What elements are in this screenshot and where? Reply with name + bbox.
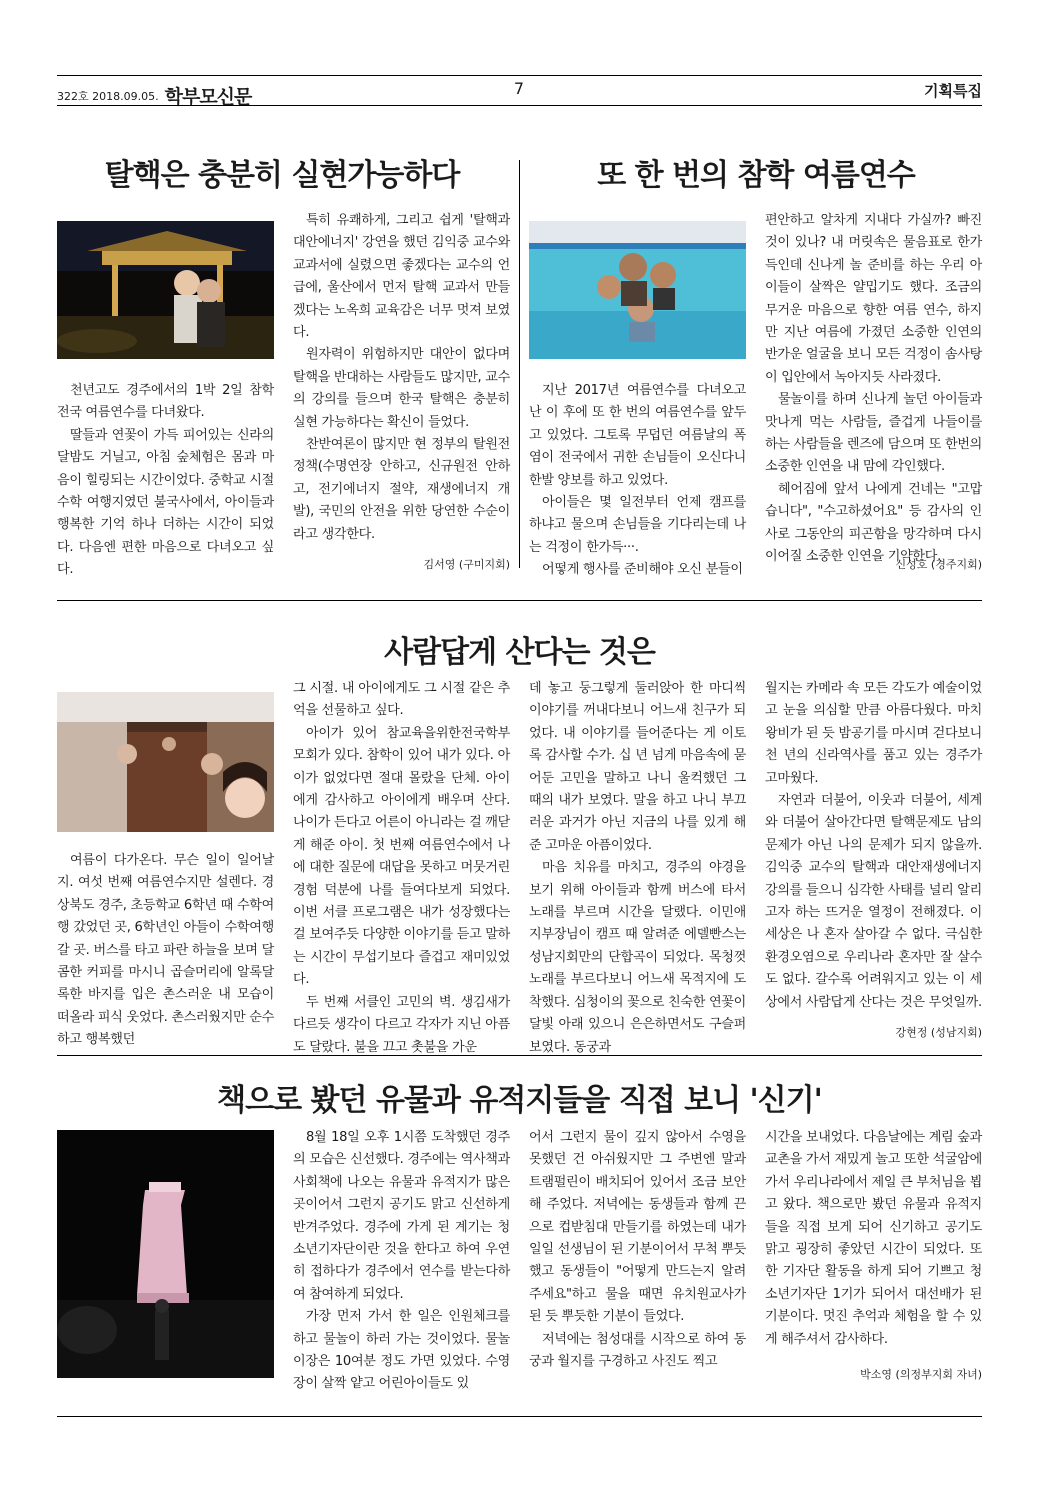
header-bottom-rule (57, 105, 982, 106)
article4-column2 (529, 1127, 746, 1373)
article2-photo (529, 221, 746, 359)
section-name: 기획특집 (924, 82, 982, 100)
article3-title: 사람답게 산다는 것은 (384, 635, 655, 670)
paragraph: 그 시절. 내 아이에게도 그 시절 같은 추억을 선물하고 싶다. (293, 681, 510, 719)
paragraph: 시간을 보내었다. 다음날에는 계림 숲과 교촌을 가서 재밌게 놀고 또한 석굴암에 가서 우리나라에서 제일 큰 부처님을 뵙고 왔다. 책으로만 봤던 유물과 유적지들을 직접 보게 되어 신기하고 공기도 맑고 굉장히 좋았던 시간이 되었다. 또한 기자단 활동을 하게 되어 기쁘고 청소년기자단 1기가 되어서 대선배가 된 기분이다. 멋진 추억과 체험을 할 수 있게 해주셔서 감사하다. (765, 1130, 982, 1347)
paragraph: 8월 18일 오후 1시쯤 도착했던 경주의 모습은 신선했다. 경주에는 역사책과 사회책에 나오는 유물과 유적지가 많은 곳이어서 그런지 공기도 맑고 신선하게 반겨주었다. 경주에 가게 된 계기는 청소년기자단이란 것을 한다고 하여 우연히 접하다가 경주에서 연수를 받는다하여 참여하게 되었다. (293, 1130, 510, 1302)
paragraph: 어떻게 행사를 준비해야 오신 분들이 (542, 562, 743, 578)
section-rule (57, 600, 982, 601)
paragraph: 지난 2017년 여름연수를 다녀오고 난 이 후에 또 한 번의 여름연수를 앞두고 있었다. 그토록 무덥던 여름날의 폭염이 전국에서 귀한 손님들이 오신다니 한발 양보를 하고 있었다. (529, 383, 746, 488)
article2-byline: 신성호 (경주지회) (895, 558, 982, 571)
article2-column1 (529, 380, 746, 582)
article4-title: 책으로 봤던 유물과 유적지들을 직접 보니 '신기' (217, 1083, 822, 1118)
paragraph: 천년고도 경주에서의 1박 2일 참학 전국 여름연수를 다녀왔다. (57, 383, 274, 421)
article3-column4 (765, 678, 982, 1014)
paragraph: 아이가 있어 참교육을위한전국학부모회가 있다. 참학이 있어 내가 있다. 아이가 없었다면 절대 몰랐을 단체. 아이에게 감사하고 아이에게 배우며 산다. 나이가 든다고 어른이 아니라는 걸 깨닫게 해준 아이. 첫 번째 여름연수에서 나에 대한 질문에 대답을 못하고 머뭇거린 경험 덕분에 나를 들여다보게 되었다. 이번 서클 프로그램은 내가 성장했다는 걸 보여주듯 다양한 이야기를 듣고 말하는 시간이 무섭기보다 즐겁고 재미있었다. (293, 725, 510, 988)
article4-column1 (293, 1127, 510, 1396)
paragraph: 두 번째 서클인 고민의 벽. 생김새가 다르듯 생각이 다르고 각자가 지닌 아픔도 달랐다. 불을 끄고 촛불을 가운 (293, 994, 510, 1055)
article4-photo (57, 1130, 274, 1378)
paragraph: 물놀이를 하며 신나게 놀던 아이들과 맛나게 먹는 사람들, 즐겁게 나들이를 하는 사람들을 렌즈에 담으며 또 한번의 소중한 인연을 내 맘에 각인했다. (765, 392, 982, 475)
paragraph: 어서 그런지 물이 깊지 않아서 수영을 못했던 건 아쉬웠지만 그 주변엔 말과 트램펄린이 배치되어 있어서 조금 보안해 주었다. 저녁에는 동생들과 함께 끈으로 컵받침대 만들기를 하였는데 내가 일일 선생님이 된 기분이어서 무척 뿌듯했고 동생들이 "어떻게 만드는지 알려주세요"하고 물을 때면 유치원교사가 된 듯 뿌듯한 기분이 들었다. (529, 1130, 746, 1325)
page-bottom-rule (57, 1416, 982, 1417)
header-top-rule (57, 75, 982, 76)
article3-column1 (57, 850, 274, 1052)
article3-column3 (529, 678, 746, 1059)
page-number: 7 (513, 79, 525, 98)
paragraph: 아이들은 몇 일전부터 언제 캠프를 하냐고 물으며 손님들을 기다리는데 나는 걱정이 한가득···. (529, 495, 746, 555)
column-divider (519, 160, 520, 568)
article1-column1 (57, 380, 274, 582)
paragraph: 딸들과 연꽃이 가득 피어있는 신라의 달밤도 거닐고, 아침 숲체험은 몸과 마음이 힐링되는 시간이었다. 중학교 시절 수학 여행지였던 불국사에서, 아이들과 행복한 기억 하나 더하는 시간이 되었다. 다음엔 편한 마음으로 다녀오고 싶다. (57, 427, 274, 578)
article1-byline: 김서영 (구미지회) (423, 558, 510, 571)
article4-byline: 박소영 (의정부지회 자녀) (860, 1368, 982, 1381)
article1-photo (57, 221, 274, 359)
article2-column2 (765, 210, 982, 569)
article1-column2 (293, 210, 510, 546)
paragraph: 찬반여론이 많지만 현 정부의 탈원전정책(수명연장 안하고, 신규원전 안하고, 전기에너지 절약, 재생에너지 개발), 국민의 안전을 위한 당연한 수순이라고 생각한다. (293, 437, 510, 542)
article3-column2 (293, 678, 510, 1059)
paragraph: 가장 먼저 가서 한 일은 인원체크를 하고 물놀이 하러 가는 것이었다. 물놀이장은 10여분 정도 가면 있었다. 수영장이 살짝 얕고 어린아이들도 있 (293, 1309, 510, 1392)
article1-title: 탈핵은 충분히 실현가능하다 (104, 158, 460, 193)
paragraph: 데 놓고 둥그렇게 둘러앉아 한 마디씩 이야기를 꺼내다보니 어느새 친구가 되었다. 내 이야기를 들어준다는 게 이토록 감사할 수가. 십 년 넘게 마음속에 묻어둔 고민을 말하고 나니 울컥했던 그 때의 내가 보였다. 말을 하고 나니 부끄러운 과거가 아닌 지금의 나를 있게 해준 고마운 아픔이었다. (529, 681, 746, 853)
paragraph: 원자력이 위험하지만 대안이 없다며 탈핵을 반대하는 사람들도 많지만, 교수의 강의를 들으며 한국 탈핵은 충분히 실현 가능하다는 확신이 들었다. (293, 347, 510, 430)
article2-title: 또 한 번의 참학 여름연수 (597, 158, 915, 193)
article3-byline: 강현정 (성남지회) (895, 1026, 982, 1039)
paragraph: 마음 치유를 마치고, 경주의 야경을 보기 위해 아이들과 함께 버스에 타서 노래를 부르며 시간을 달랬다. 이민애 지부장님이 캠프 때 알려준 에델빤스는 성남지회만의 단합곡이 되었다. 목청껏 노래를 부르다보니 어느새 목적지에 도착했다. 심청이의 꽃으로 친숙한 연꽃이 달빛 아래 있으니 은은하면서도 구슬퍼 보였다. 동궁과 (529, 860, 746, 1055)
article4-column3 (765, 1127, 982, 1351)
issue-number: 322호 2018.09.05. (57, 89, 159, 103)
paragraph: 특히 유쾌하게, 그리고 쉽게 '탈핵과 대안에너지' 강연을 했던 김익중 교수와 교과서에 실렸으면 좋겠다는 교수의 언급에, 울산에서 먼저 탈핵 교과서 만들겠다는 노옥희 교육감은 너무 멋져 보였다. (293, 213, 510, 341)
paragraph: 여름이 다가온다. 무슨 일이 일어날지. 여섯 번째 여름연수지만 설렌다. 경상북도 경주, 초등학교 6학년 때 수학여행 갔었던 곳, 6학년인 아들이 수학여행 갈 곳. 버스를 타고 파란 하늘을 보며 달콤한 커피를 마시니 곱슬머리에 알록달록한 바지를 입은 촌스러운 내 모습이 떠올라 피식 웃었다. 촌스러웠지만 순수하고 행복했던 (57, 853, 274, 1048)
section-rule (57, 1055, 982, 1056)
paragraph: 저녁에는 첨성대를 시작으로 하여 동궁과 월지를 구경하고 사진도 찍고 (529, 1331, 746, 1370)
article3-photo (57, 692, 274, 832)
paragraph: 자연과 더불어, 이웃과 더불어, 세계와 더불어 살아간다면 탈핵문제도 남의 문제가 아닌 나의 문제가 되지 않을까. 김익중 교수의 탈핵과 대안재생에너지 강의를 들으니 심각한 사태를 널리 알리고자 하는 뜨거운 열정이 전해졌다. 이 세상은 나 혼자 살아갈 수 없다. 극심한 환경오염으로 우리나라 혼자만 잘 살수도 없다. 갈수록 어려워지고 있는 이 세상에서 사람답게 산다는 것은 무엇일까. (765, 793, 982, 1010)
paragraph: 편안하고 알차게 지내다 가실까? 빠진 것이 있나? 내 머릿속은 물음표로 한가득인데 신나게 놀 준비를 하는 우리 아이들이 살짝은 얄밉기도 했다. 조금의 무거운 마음으로 향한 여름 연수, 하지만 지난 여름에 가졌던 소중한 인연의 반가운 얼굴을 보니 모든 걱정이 솜사탕이 입안에서 녹아지듯 사라졌다. (765, 213, 982, 385)
paragraph: 월지는 카메라 속 모든 각도가 예술이었고 눈을 의심할 만큼 아름다웠다. 마치 왕비가 된 듯 밤공기를 마시며 걷다보니 천 년의 신라역사를 품고 있는 경주가 고마웠다. (765, 681, 982, 786)
masthead-logo: 학부모신문 (164, 86, 252, 108)
paragraph: 헤어짐에 앞서 나에게 건네는 "고맙습니다", "수고하셨어요" 등 감사의 인사로 그동안의 피곤함을 망각하며 다시 이어질 소중한 인연을 기약한다. (765, 481, 982, 565)
